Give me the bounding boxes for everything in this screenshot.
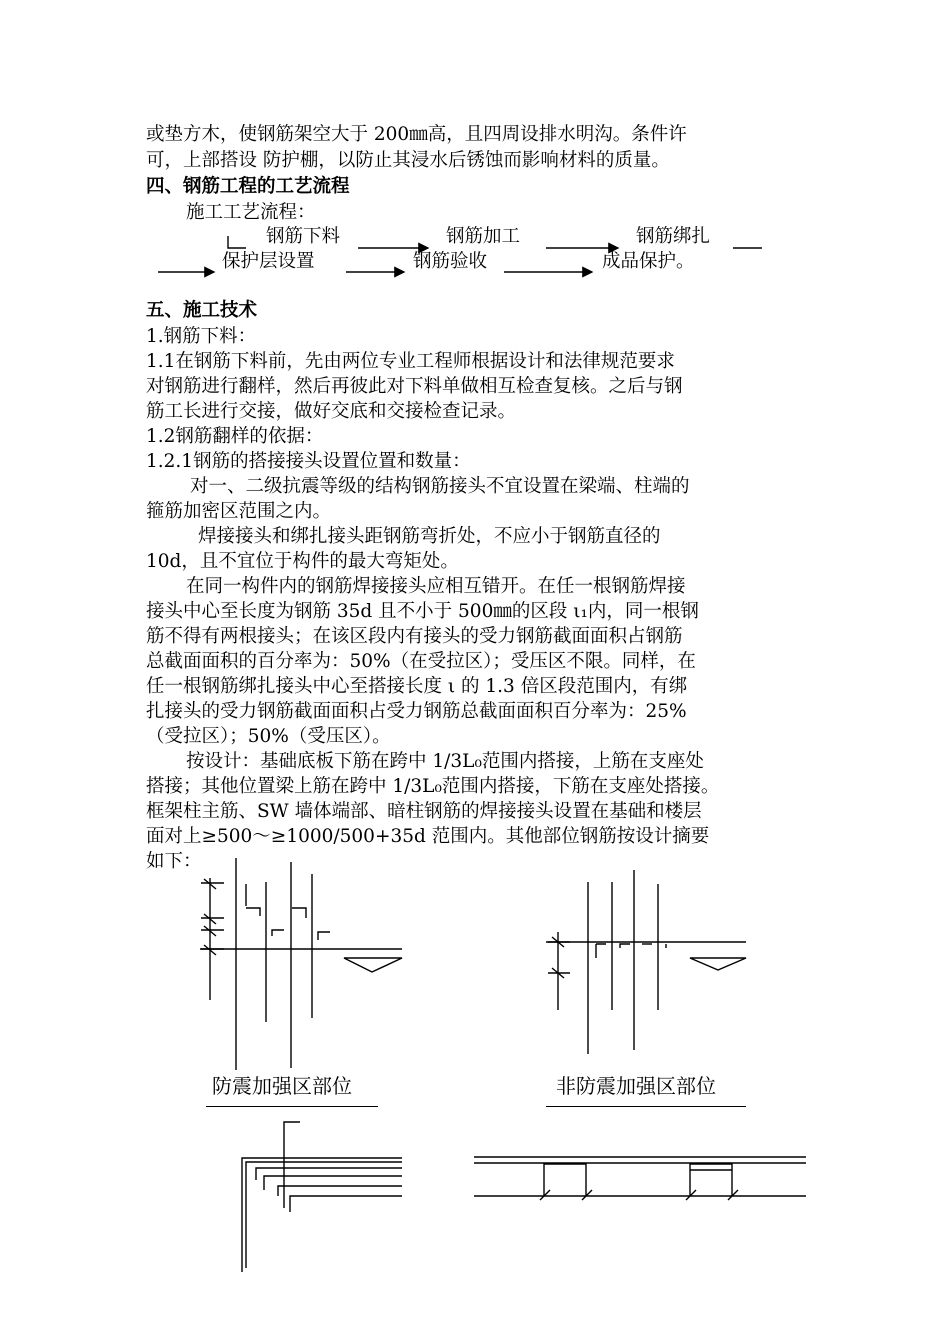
text-line: 接头中心至长度为钢筋 35d 且不小于 500㎜的区段 ι₁内，同一根钢 [146, 601, 699, 622]
text-line: 筋不得有两根接头；在该区段内有接头的受力钢筋截面面积占钢筋 [146, 626, 683, 647]
caption-rule [546, 1106, 746, 1107]
flow-intro: 施工工艺流程： [186, 202, 316, 223]
caption-seismic: 防震加强区部位 [212, 1074, 352, 1098]
text-line: 搭接；其他位置梁上筋在跨中 1/3L₀范围内搭接，下筋在支座处搭接。 [146, 776, 720, 797]
flow-step: 钢筋绑扎 [636, 226, 711, 247]
beam-lap-diagram [474, 1157, 806, 1200]
text-line: 1.2钢筋翻样的依据： [146, 426, 324, 447]
text-line: 1.2.1钢筋的搭接接头设置位置和数量： [146, 451, 471, 472]
non-seismic-zone-diagram [546, 870, 746, 1054]
text-line: 或垫方木，使钢筋架空大于 200㎜高，且四周设排水明沟。条件许 [146, 124, 687, 145]
section-heading-5: 五、施工技术 [146, 300, 258, 321]
flow-step: 钢筋验收 [413, 251, 488, 272]
caption-non-seismic: 非防震加强区部位 [556, 1074, 716, 1098]
flow-step: 保护层设置 [222, 251, 315, 272]
flow-step: 成品保护。 [602, 251, 695, 272]
text-line: 筋工长进行交接，做好交底和交接检查记录。 [146, 401, 517, 422]
text-line: 按设计：基础底板下筋在跨中 1/3L₀范围内搭接，上筋在支座处 [186, 751, 704, 772]
text-line: 在同一构件内的钢筋焊接接头应相互错开。在任一根钢筋焊接 [186, 576, 686, 597]
text-line: 可，上部搭设 防护棚，以防止其浸水后锈蚀而影响材料的质量。 [146, 150, 670, 171]
flow-arrows [158, 236, 762, 272]
text-line: 对钢筋进行翻样，然后再彼此对下料单做相互检查复核。之后与钢 [146, 376, 683, 397]
text-line: 焊接接头和绑扎接头距钢筋弯折处，不应小于钢筋直径的 [198, 526, 661, 547]
flow-step: 钢筋下料 [266, 226, 341, 247]
text-line: 如下： [146, 851, 202, 872]
text-line: 10d，且不宜位于构件的最大弯矩处。 [146, 551, 459, 572]
text-line: 总截面面积的百分率为：50%（在受拉区）；受压区不限。同样，在 [146, 651, 696, 672]
text-line: （受拉区）；50%（受压区）。 [146, 726, 391, 747]
text-line: 任一根钢筋绑扎接头中心至搭接长度 ι 的 1.3 倍区段范围内，有绑 [146, 676, 688, 697]
text-line: 扎接头的受力钢筋截面面积占受力钢筋总截面面积百分率为：25% [146, 701, 687, 722]
caption-rule [206, 1106, 378, 1107]
text-line: 箍筋加密区范围之内。 [146, 501, 332, 522]
text-line: 1.1在钢筋下料前，先由两位专业工程师根据设计和法律规范要求 [146, 351, 675, 372]
text-line: 面对上≥500～≥1000/500+35d 范围内。其他部位钢筋按设计摘要 [146, 826, 710, 847]
flow-step: 钢筋加工 [446, 226, 521, 247]
section-heading-4: 四、钢筋工程的工艺流程 [146, 176, 350, 197]
text-line: 框架柱主筋、SW 墙体端部、暗柱钢筋的焊接接头设置在基础和楼层 [146, 801, 702, 822]
text-line: 1.钢筋下料： [146, 326, 257, 347]
corner-joint-diagram [242, 1122, 402, 1272]
seismic-zone-diagram [200, 858, 402, 1070]
text-line: 对一、二级抗震等级的结构钢筋接头不宜设置在梁端、柱端的 [190, 476, 690, 497]
